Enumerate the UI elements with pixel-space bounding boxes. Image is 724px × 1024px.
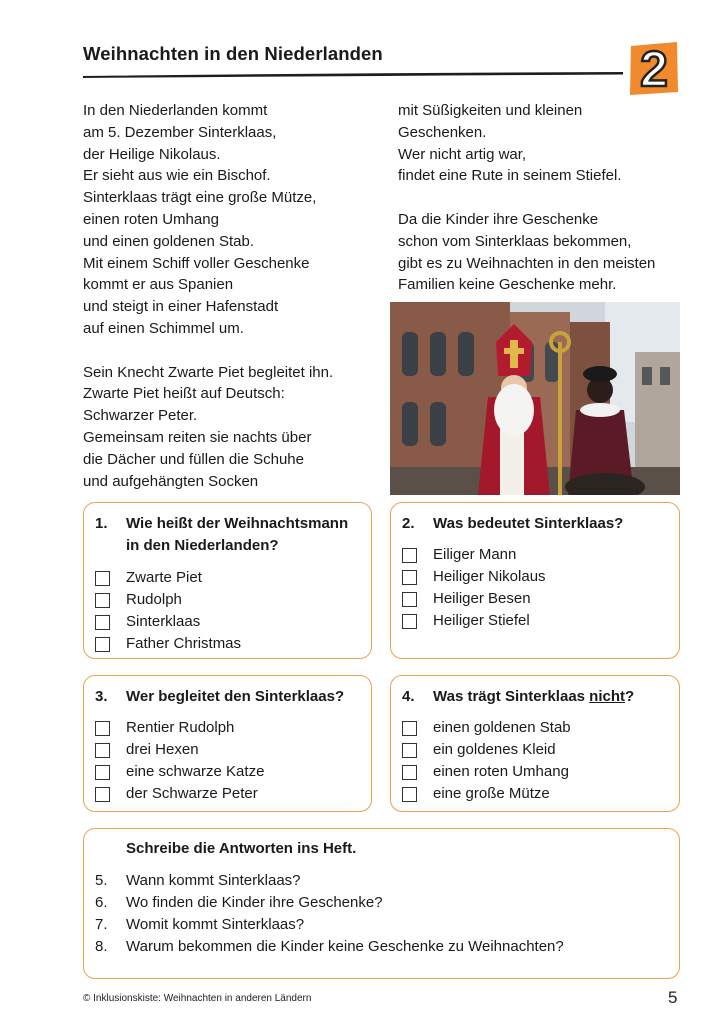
checkbox[interactable] xyxy=(95,615,110,630)
text-line: und aufgehängten Socken xyxy=(83,472,259,490)
question-number: 5. xyxy=(95,872,108,889)
checkbox[interactable] xyxy=(402,743,417,758)
question-2-text: Was bedeutet Sinterklaas? xyxy=(433,515,624,532)
option-label: Zwarte Piet xyxy=(126,569,202,586)
question-number: 8. xyxy=(95,938,108,955)
text-line: Gemeinsam reiten sie nachts über xyxy=(83,428,312,446)
checkbox[interactable] xyxy=(402,721,417,736)
question-1-text-line1: Wie heißt der Weihnachtsmann xyxy=(126,515,349,532)
text-line: Da die Kinder ihre Geschenke xyxy=(398,210,599,228)
sinterklaas-photo xyxy=(390,302,680,495)
text-line: die Dächer und füllen die Schuhe xyxy=(83,450,304,468)
question-box-1 xyxy=(83,502,372,659)
text-line: auf einen Schimmel um. xyxy=(83,319,244,337)
checkbox[interactable] xyxy=(402,570,417,585)
title-underline xyxy=(83,70,623,80)
story-text-left xyxy=(83,100,333,492)
emphasis-nicht: nicht xyxy=(589,688,626,705)
paragraph-gap xyxy=(398,187,655,209)
copyright-footer: © Inklusionskiste: Weihnachten in anderen Ländern xyxy=(83,993,312,1004)
text-line: Zwarte Piet heißt auf Deutsch: xyxy=(83,385,285,403)
option-label: Heiliger Nikolaus xyxy=(433,568,546,585)
question-3-text: Wer begleitet den Sinterklaas? xyxy=(126,688,345,705)
option-label: eine schwarze Katze xyxy=(126,763,265,780)
question-text: Wo finden die Kinder ihre Geschenke? xyxy=(126,894,383,911)
writing-heading: Schreibe die Antworten ins Heft. xyxy=(126,840,357,857)
text-line: und einen goldenen Stab. xyxy=(83,232,254,250)
text-line: Schwarzer Peter. xyxy=(83,407,198,425)
option-label: Eiliger Mann xyxy=(433,546,517,563)
option-label: einen goldenen Stab xyxy=(433,719,571,736)
text-line: Er sieht aus wie ein Bischof. xyxy=(83,167,271,185)
option-label: Father Christmas xyxy=(126,635,242,652)
checkbox[interactable] xyxy=(95,787,110,802)
text-line: mit Süßigkeiten und kleinen xyxy=(398,102,583,119)
option-label: einen roten Umhang xyxy=(433,763,569,780)
checkbox[interactable] xyxy=(95,765,110,780)
text-line: der Heilige Nikolaus. xyxy=(83,145,221,163)
option-label: Rentier Rudolph xyxy=(126,719,235,736)
question-4-text xyxy=(433,686,634,708)
option-label: drei Hexen xyxy=(126,741,199,758)
option-label: Rudolph xyxy=(126,591,182,608)
page-title: Weihnachten in den Niederlanden xyxy=(83,43,383,64)
option-label: Heiliger Stiefel xyxy=(433,612,530,629)
text-line: Wer nicht artig war, xyxy=(398,145,527,163)
question-text: Warum bekommen die Kinder keine Geschenke zu Weihnachten? xyxy=(126,938,564,955)
checkbox[interactable] xyxy=(95,743,110,758)
chapter-badge xyxy=(628,40,680,96)
question-box-4 xyxy=(390,675,680,812)
question-box-2 xyxy=(390,502,680,659)
checkbox[interactable] xyxy=(95,571,110,586)
text-line: Mit einem Schiff voller Geschenke xyxy=(83,254,310,272)
option-label: Sinterklaas xyxy=(126,613,201,630)
story-text-right xyxy=(398,100,655,296)
checkbox[interactable] xyxy=(402,787,417,802)
question-number: 7. xyxy=(95,916,108,933)
option-label: Heiliger Besen xyxy=(433,590,531,607)
text-line: kommt er aus Spanien xyxy=(83,276,234,294)
paragraph-gap xyxy=(83,340,333,362)
option-label: der Schwarze Peter xyxy=(126,785,258,802)
text-line: und steigt in einer Hafenstadt xyxy=(83,298,279,316)
checkbox[interactable] xyxy=(95,637,110,652)
checkbox[interactable] xyxy=(402,614,417,629)
page-number: 5 xyxy=(668,988,678,1007)
question-box-3 xyxy=(83,675,372,812)
chapter-number: 2 xyxy=(640,41,668,97)
question-4-text-end: ? xyxy=(625,688,635,705)
text-line: am 5. Dezember Sinterklaas, xyxy=(83,123,277,141)
text-line: Sinterklaas trägt eine große Mütze, xyxy=(83,189,317,207)
option-label: ein goldenes Kleid xyxy=(433,741,556,758)
text-line: gibt es zu Weihnachten in den meisten xyxy=(398,254,656,272)
text-line: Familien keine Geschenke mehr. xyxy=(398,276,617,294)
text-line: einen roten Umhang xyxy=(83,210,219,228)
text-line: schon vom Sinterklaas bekommen, xyxy=(398,232,632,250)
question-text: Wann kommt Sinterklaas? xyxy=(126,872,301,889)
checkbox[interactable] xyxy=(402,548,417,563)
text-line: Sein Knecht Zwarte Piet begleitet ihn. xyxy=(83,363,334,381)
checkbox[interactable] xyxy=(95,721,110,736)
checkbox[interactable] xyxy=(95,593,110,608)
writing-tasks-box xyxy=(83,828,680,979)
question-4-text-start: Was trägt Sinterklaas xyxy=(433,688,590,705)
text-line: In den Niederlanden kommt xyxy=(83,102,268,119)
question-number: 3. xyxy=(95,688,108,705)
checkbox[interactable] xyxy=(402,765,417,780)
question-number: 1. xyxy=(95,515,108,532)
question-number: 6. xyxy=(95,894,108,911)
text-line: findet eine Rute in seinem Stiefel. xyxy=(398,167,622,185)
option-label: eine große Mütze xyxy=(433,785,550,802)
checkbox[interactable] xyxy=(402,592,417,607)
question-1-text-line2: in den Niederlanden? xyxy=(126,537,279,554)
question-number: 4. xyxy=(402,688,415,705)
text-line: Geschenken. xyxy=(398,123,487,141)
question-text: Womit kommt Sinterklaas? xyxy=(126,916,305,933)
question-number: 2. xyxy=(402,515,415,532)
